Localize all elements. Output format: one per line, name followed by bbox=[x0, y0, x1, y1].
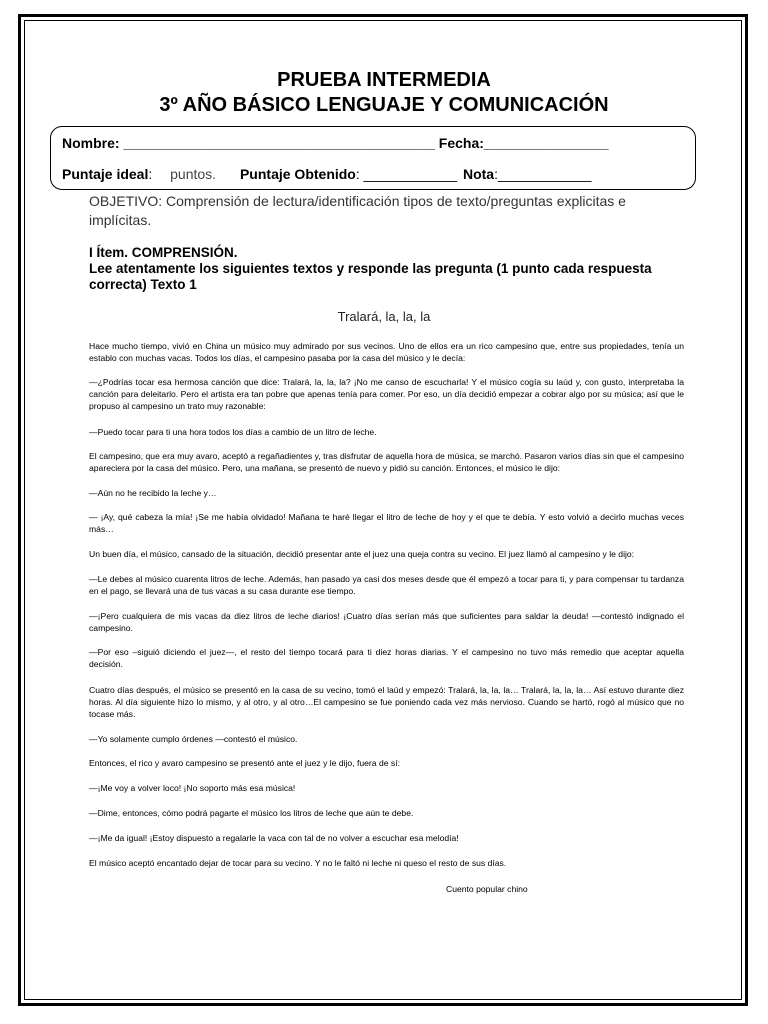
story-paragraph-12: —Yo solamente cumplo órdenes —contestó el músico. bbox=[89, 734, 298, 744]
test-title: PRUEBA INTERMEDIA bbox=[277, 69, 491, 91]
student-info-box bbox=[50, 126, 696, 190]
puntaje-obtenido-label: Puntaje Obtenido bbox=[239, 166, 356, 182]
story-title: Tralará, la, la, la bbox=[337, 309, 431, 324]
story-paragraph-4: El campesino, que era muy avaro, aceptó a regañadientes y, tras disfrutar de aquella hora de música, se marchó. Pasaron varios días sin que el campesino apareciera por la casa del músico. Pero, una mañana, se presentó de nuevo y pidió su canción. Entonces, el músico le dijo: bbox=[89, 451, 684, 473]
story-paragraph-11: Cuatro días después, el músico se presentó en la casa de su vecino, tomó el laúd y empezó: Tralará, la, la, la… Tralará, la, la, la… Así estuvo durante diez horas. Al día siguiente hizo lo mismo, y al otro, y al otro…El campesino se fue poniendo cada vez más nervioso. Cuando se hartó, rogó al músico que no tocase más. bbox=[89, 685, 684, 719]
story-paragraph-15: —Dime, entonces, cómo podrá pagarte el músico los litros de leche que aún te debe. bbox=[89, 808, 414, 818]
objective-text: OBJETIVO: Comprensión de lectura/identificación tipos de texto/preguntas explicitas e implícitas. bbox=[89, 193, 626, 228]
course-title: 3º AÑO BÁSICO LENGUAJE Y COMUNICACIÓN bbox=[159, 94, 609, 116]
story-paragraph-9: —¡Pero cualquiera de mis vacas da diez litros de leche diarios! ¡Cuatro días serían más que suficientes para saldar la deuda! —contestó indignado el campesino. bbox=[89, 611, 684, 633]
puntaje-ideal-colon: : bbox=[148, 166, 153, 182]
story-paragraph-17: El músico aceptó encantado dejar de tocar para su vecino. Y no le faltó ni leche ni queso el resto de sus días. bbox=[89, 858, 507, 868]
fecha-field[interactable]: ________________ bbox=[483, 135, 609, 151]
item-heading bbox=[89, 245, 679, 293]
story-paragraph-6: — ¡Ay, qué cabeza la mía! ¡Se me había olvidado! Mañana te haré llegar el litro de leche de hoy y el que te debía. Y esto volvió a decirlo muchas veces más… bbox=[89, 512, 684, 534]
puntaje-obtenido-field[interactable]: : ____________ bbox=[355, 166, 458, 182]
item-title: I Ítem. COMPRENSIÓN. bbox=[89, 245, 238, 260]
story-paragraph-10: —Por eso –siguió diciendo el juez—, el resto del tiempo tocará para ti diez horas diarias. Y el campesino no tuvo más remedio que aceptar aquella decisión. bbox=[89, 647, 684, 669]
nota-label: Nota bbox=[462, 166, 495, 182]
story-paragraph-16: —¡Me da igual! ¡Estoy dispuesto a regalarle la vaca con tal de no volver a escuchar esa melodía! bbox=[89, 833, 459, 843]
info-row-scores bbox=[62, 166, 591, 182]
info-row-name-date bbox=[62, 135, 609, 151]
fecha-label: Fecha: bbox=[434, 135, 484, 151]
puntos-text: puntos. bbox=[170, 166, 217, 182]
puntaje-ideal-label: Puntaje ideal bbox=[62, 166, 149, 182]
nota-field[interactable]: :____________ bbox=[494, 166, 592, 182]
nombre-field[interactable]: ________________________________________ bbox=[123, 135, 435, 151]
item-instruction: Lee atentamente los siguientes textos y responde las pregunta (1 punto cada respuesta correcta) Texto 1 bbox=[89, 261, 652, 292]
story-paragraph-2: —¿Podrías tocar esa hermosa canción que dice: Tralará, la, la, la? ¡No me canso de escucharla! Y el músico cogía su laúd y, con gusto, interpretaba la canción para deleitarlo. Pero el artista era tan pobre que apenas tenía para comer. Por eso, un día decidió empezar a cobrar algo por su música; así que le propuso al campesino un trato muy razonable: bbox=[89, 377, 684, 411]
story-paragraph-13: Entonces, el rico y avaro campesino se presentó ante el juez y le dijo, fuera de sí: bbox=[89, 758, 400, 768]
story-paragraph-8: —Le debes al músico cuarenta litros de leche. Además, han pasado ya casi dos meses desde que él empezó a tocar para ti, y para compensar tu tardanza en el pago, se llevará una de tus vacas a su casa durante ese tiempo. bbox=[89, 574, 684, 596]
nombre-label: Nombre: bbox=[62, 135, 124, 151]
story-paragraph-3: —Puedo tocar para ti una hora todos los días a cambio de un litro de leche. bbox=[89, 427, 377, 437]
story-paragraph-5: —Aún no he recibido la leche y… bbox=[89, 488, 217, 498]
story-credit: Cuento popular chino bbox=[446, 884, 528, 894]
story-paragraph-14: —¡Me voy a volver loco! ¡No soporto más esa música! bbox=[89, 783, 296, 793]
story-paragraph-7: Un buen día, el músico, cansado de la situación, decidió presentar ante el juez una queja contra su vecino. El juez llamó al campesino y le dijo: bbox=[89, 549, 635, 559]
story-paragraph-1: Hace mucho tiempo, vivió en China un músico muy admirado por sus vecinos. Uno de ellos era un rico campesino que, entre sus propiedades, tenía un establo con muchas vacas. Todos los días, el campesino pasaba por la casa del músico y le decía: bbox=[89, 341, 684, 363]
